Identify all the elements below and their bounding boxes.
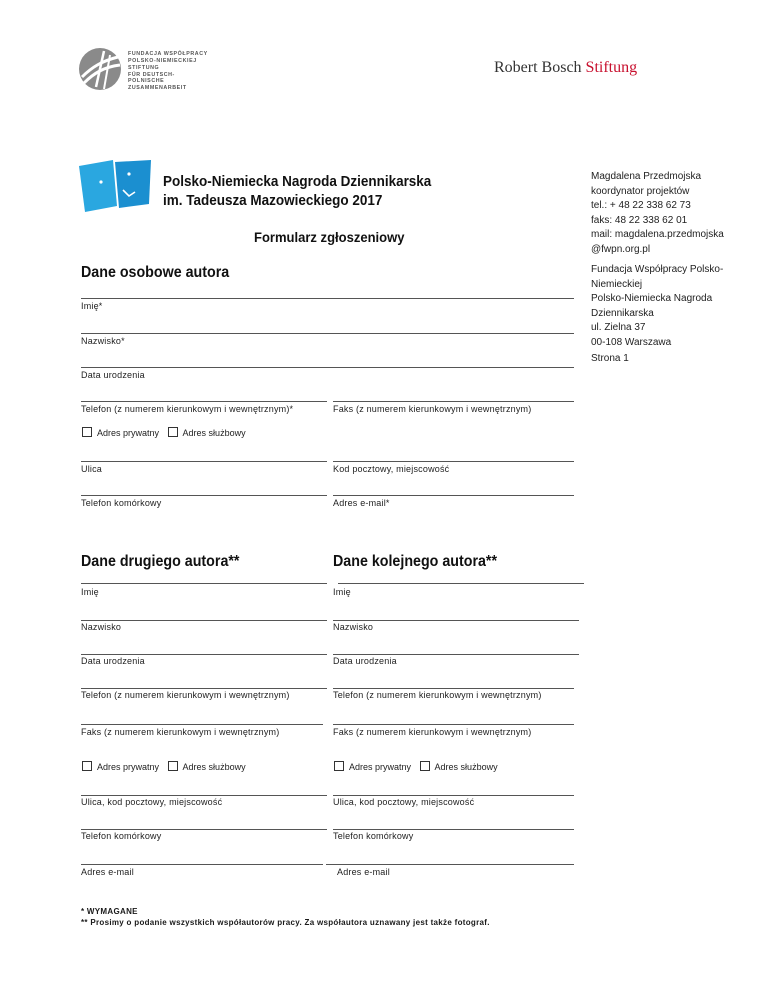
contact-block bbox=[591, 170, 724, 257]
next-author-mobile-field[interactable] bbox=[333, 829, 574, 830]
address-line-1: Fundacja Współpracy Polsko- bbox=[591, 264, 724, 275]
author-last-name-label: Nazwisko* bbox=[81, 336, 125, 346]
second-author-business-address-option[interactable] bbox=[168, 762, 246, 772]
second-author-first-name-label: Imię bbox=[81, 587, 99, 597]
author-heading: Dane osobowe autora bbox=[81, 264, 230, 281]
address-line-3: Polsko-Niemiecka Nagroda bbox=[591, 293, 713, 304]
contact-line-1: Magdalena Przedmojska bbox=[591, 171, 702, 182]
author-first-name-field[interactable] bbox=[81, 298, 574, 299]
author-email-label: Adres e-mail* bbox=[333, 498, 390, 508]
contact-line-5: mail: magdalena.przedmojska bbox=[591, 229, 724, 240]
second-author-private-address-option[interactable] bbox=[82, 762, 159, 772]
next-author-business-address-option[interactable] bbox=[420, 762, 498, 772]
second-author-address-label: Ulica, kod pocztowy, miejscowość bbox=[81, 797, 223, 807]
next-author-address-label: Ulica, kod pocztowy, miejscowość bbox=[333, 797, 475, 807]
next-author-last-name-label: Nazwisko bbox=[333, 622, 374, 632]
footnote-required: * WYMAGANE bbox=[81, 907, 138, 916]
address-line-4: Dziennikarska bbox=[591, 307, 654, 319]
checkbox-icon[interactable] bbox=[82, 761, 92, 771]
checkbox-icon[interactable] bbox=[168, 761, 178, 771]
next-author-first-name-label: Imię bbox=[333, 587, 351, 597]
bosch-logo-name: Robert Bosch bbox=[494, 59, 582, 76]
footnote-coauthors: ** Prosimy o podanie wszystkich współautorów pracy. Za współautora uznawany jest także fotograf. bbox=[81, 918, 490, 927]
award-title-line-2: im. Tadeusza Mazowieckiego 2017 bbox=[163, 193, 383, 209]
award-logo-icon bbox=[79, 160, 153, 212]
next-author-mobile-label: Telefon komórkowy bbox=[333, 831, 414, 841]
checkbox-icon[interactable] bbox=[420, 761, 430, 771]
author-business-address-label: Adres służbowy bbox=[182, 428, 246, 438]
fwpn-logo bbox=[78, 47, 208, 91]
bosch-logo bbox=[494, 59, 637, 77]
next-author-private-address-label: Adres prywatny bbox=[349, 762, 412, 772]
fwpn-logo-line-4: FÜR DEUTSCH-POLNISCHE bbox=[128, 71, 175, 85]
address-line-2: Niemieckiej bbox=[591, 278, 643, 290]
second-author-address-type bbox=[82, 761, 252, 772]
author-phone-field[interactable] bbox=[81, 401, 327, 402]
next-author-business-address-label: Adres służbowy bbox=[434, 762, 498, 772]
second-author-last-name-label: Nazwisko bbox=[81, 622, 122, 632]
checkbox-icon[interactable] bbox=[168, 427, 178, 437]
author-fax-label: Faks (z numerem kierunkowym i wewnętrznym) bbox=[333, 404, 532, 414]
next-author-first-name-field[interactable] bbox=[338, 583, 584, 584]
second-author-business-address-label: Adres służbowy bbox=[182, 762, 246, 772]
fwpn-logo-line-2: POLSKO-NIEMIECKIEJ bbox=[128, 57, 197, 64]
second-author-email-field[interactable] bbox=[81, 864, 323, 865]
fwpn-logo-line-5: ZUSAMMENARBEIT bbox=[128, 84, 187, 91]
checkbox-icon[interactable] bbox=[334, 761, 344, 771]
second-author-birth-date-label: Data urodzenia bbox=[81, 656, 145, 666]
second-author-heading: Dane drugiego autora** bbox=[81, 553, 240, 570]
fwpn-emblem-icon bbox=[78, 47, 122, 91]
second-author-email-label: Adres e-mail bbox=[81, 867, 134, 877]
next-author-address-field[interactable] bbox=[333, 795, 574, 796]
author-private-address-label: Adres prywatny bbox=[97, 428, 160, 438]
second-author-mobile-field[interactable] bbox=[81, 829, 327, 830]
next-author-phone-field[interactable] bbox=[333, 688, 574, 689]
next-author-fax-label: Faks (z numerem kierunkowym i wewnętrznym) bbox=[333, 727, 532, 737]
author-mobile-field[interactable] bbox=[81, 495, 327, 496]
next-author-fax-field[interactable] bbox=[333, 724, 574, 725]
next-author-birth-date-field[interactable] bbox=[333, 654, 579, 655]
fwpn-logo-line-3: STIFTUNG bbox=[128, 65, 160, 72]
next-author-heading: Dane kolejnego autora** bbox=[333, 553, 498, 570]
fwpn-logo-line-1: FUNDACJA WSPÓŁPRACY bbox=[128, 51, 208, 57]
author-last-name-field[interactable] bbox=[81, 333, 574, 334]
author-phone-label: Telefon (z numerem kierunkowym i wewnętrznym)* bbox=[81, 404, 294, 414]
next-author-email-label: Adres e-mail bbox=[337, 867, 390, 877]
award-title-line-1: Polsko-Niemiecka Nagroda Dziennikarska bbox=[163, 174, 432, 190]
author-private-address-option[interactable] bbox=[82, 428, 159, 438]
next-author-private-address-option[interactable] bbox=[334, 762, 411, 772]
second-author-birth-date-field[interactable] bbox=[81, 654, 327, 655]
second-author-first-name-field[interactable] bbox=[81, 583, 327, 584]
next-author-last-name-field[interactable] bbox=[333, 620, 579, 621]
author-address-type bbox=[82, 427, 252, 438]
award-title bbox=[163, 173, 431, 211]
second-author-phone-label: Telefon (z numerem kierunkowym i wewnętrznym) bbox=[81, 690, 290, 700]
second-author-phone-field[interactable] bbox=[81, 688, 327, 689]
second-author-private-address-label: Adres prywatny bbox=[97, 762, 160, 772]
next-author-phone-label: Telefon (z numerem kierunkowym i wewnętrznym) bbox=[333, 690, 542, 700]
author-street-label: Ulica bbox=[81, 464, 103, 474]
author-fax-field[interactable] bbox=[333, 401, 574, 402]
form-title: Formularz zgłoszeniowy bbox=[254, 229, 405, 245]
bosch-logo-stiftung: Stiftung bbox=[585, 59, 638, 76]
second-author-fax-field[interactable] bbox=[81, 724, 323, 725]
author-birth-date-label: Data urodzenia bbox=[81, 370, 145, 380]
author-email-field[interactable] bbox=[333, 495, 574, 496]
next-author-address-type bbox=[334, 761, 504, 772]
address-line-5: ul. Zielna 37 bbox=[591, 322, 646, 333]
author-business-address-option[interactable] bbox=[168, 428, 246, 438]
author-street-field[interactable] bbox=[81, 461, 327, 462]
next-author-birth-date-label: Data urodzenia bbox=[333, 656, 397, 666]
second-author-address-field[interactable] bbox=[81, 795, 327, 796]
contact-line-6: @fwpn.org.pl bbox=[591, 243, 651, 255]
author-mobile-label: Telefon komórkowy bbox=[81, 498, 162, 508]
author-first-name-label: Imię* bbox=[81, 301, 103, 311]
next-author-email-field[interactable] bbox=[326, 864, 574, 865]
address-line-6: 00-108 Warszawa bbox=[591, 336, 672, 348]
second-author-last-name-field[interactable] bbox=[81, 620, 327, 621]
page-number: Strona 1 bbox=[591, 353, 629, 364]
checkbox-icon[interactable] bbox=[82, 427, 92, 437]
address-block bbox=[591, 263, 723, 350]
second-author-fax-label: Faks (z numerem kierunkowym i wewnętrznym) bbox=[81, 727, 280, 737]
author-postal-city-field[interactable] bbox=[333, 461, 574, 462]
contact-line-4: faks: 48 22 338 62 01 bbox=[591, 214, 688, 226]
contact-line-2: koordynator projektów bbox=[591, 185, 690, 197]
contact-line-3: tel.: + 48 22 338 62 73 bbox=[591, 200, 691, 211]
author-postal-city-label: Kod pocztowy, miejscowość bbox=[333, 464, 450, 474]
author-birth-date-field[interactable] bbox=[81, 367, 574, 368]
second-author-mobile-label: Telefon komórkowy bbox=[81, 831, 162, 841]
